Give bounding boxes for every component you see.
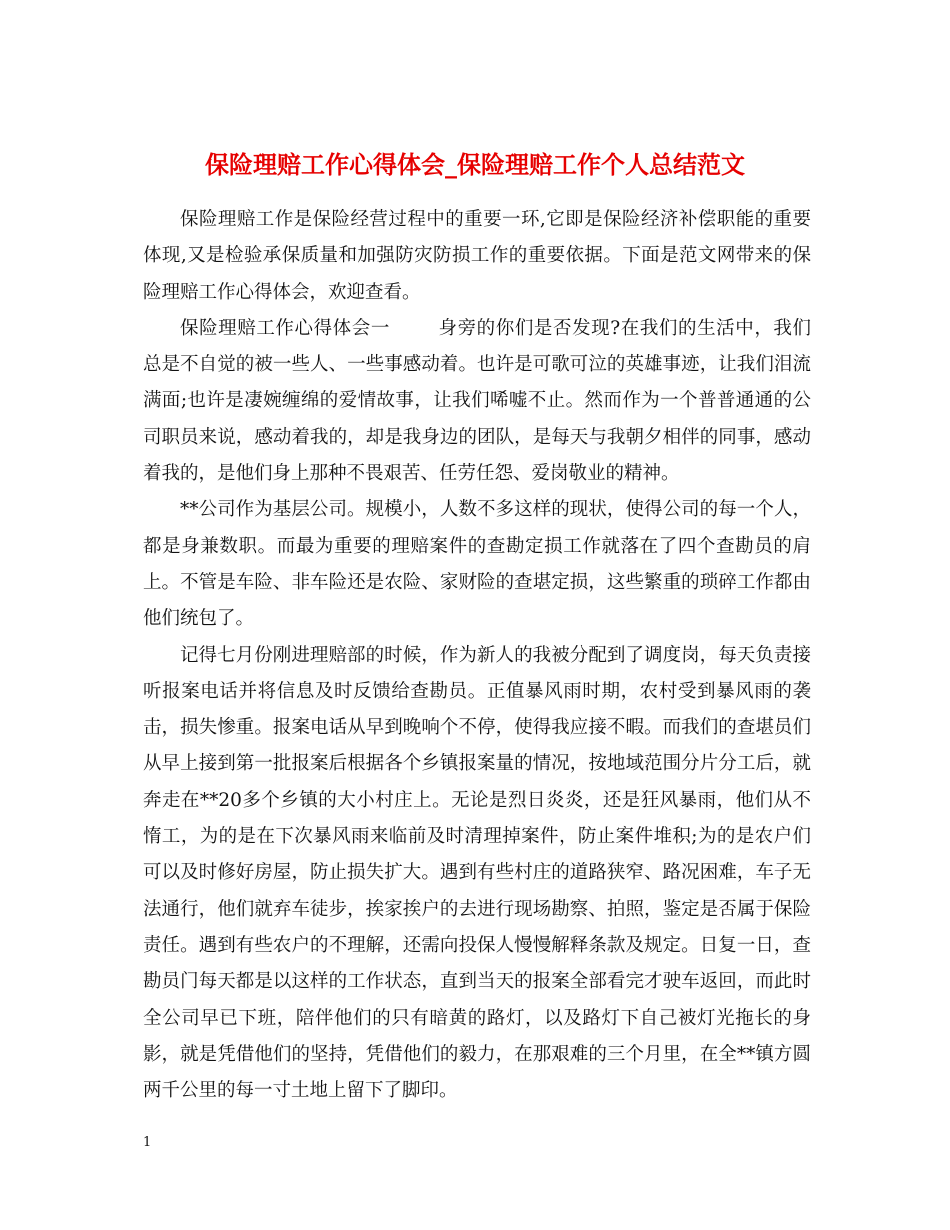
document-body <box>143 202 811 1109</box>
section-continuation: 是不自觉的被一些人、一些事感动着。也许是可歌可泣的英雄事迹，让我们泪流满面;也许是凄婉缠绵的爱情故事，让我们唏嘘不止。然而作为一个普普通通的公司职员来说，感动着我的，却是我身边的团队，是每天与我朝夕相伴的同事，感动着我的，是他们身上那种不畏艰苦、任劳任怨、爱岗敬业的精神。 <box>143 354 811 485</box>
section-opening: 身旁的你们是否发现?在我们的生活中，我们总 <box>143 317 811 376</box>
paragraph-heading-one <box>143 311 811 492</box>
section-heading: 保险理赔工作心得体会一 <box>180 317 390 339</box>
paragraph-intro: 保险理赔工作是保险经营过程中的重要一环,它即是保险经济补偿职能的重要体现,又是检验承保质量和加强防灾防损工作的重要依据。下面是范文网带来的保险理赔工作心得体会，欢迎查看。 <box>143 209 811 303</box>
page-number: 1 <box>143 1135 152 1150</box>
document-title: 保险理赔工作心得体会_保险理赔工作个人总结范文 <box>205 150 745 180</box>
paragraph-july: 记得七月份刚进理赔部的时候，作为新人的我被分配到了调度岗，每天负责接听报案电话并将信息及时反馈给查勘员。正值暴风雨时期，农村受到暴风雨的袭击，损失惨重。报案电话从早到晚响个不停，使得我应接不暇。而我们的查堪员们从早上接到第一批报案后根据各个乡镇报案量的情况，按地域范围分片分工后，就奔走在**20多个乡镇的大小村庄上。无论是烈日炎炎，还是狂风暴雨，他们从不惰工，为的是在下次暴风雨来临前及时清理掉案件，防止案件堆积;为的是农户们可以及时修好房屋，防止损失扩大。遇到有些村庄的道路狭窄、路况困难，车子无法通行，他们就弃车徒步，挨家挨户的去进行现场勘察、拍照，鉴定是否属于保险责任。遇到有些农户的不理解，还需向投保人慢慢解释条款及规定。日复一日，查勘员门每天都是以这样的工作状态，直到当天的报案全部看完才驶车返回，而此时全公司早已下班，陪伴他们的只有暗黄的路灯，以及路灯下自己被灯光拖长的身影，就是凭借他们的坚持，凭借他们的毅力，在那艰难的三个月里，在全**镇方圆两千公里的每一寸土地上留下了脚印。 <box>143 644 811 1102</box>
paragraph-company: **公司作为基层公司。规模小，人数不多这样的现状，使得公司的每一个人，都是身兼数职。而最为重要的理赔案件的查勘定损工作就落在了四个查勘员的肩上。不管是车险、非车险还是农险、家财险的查堪定损，这些繁重的琐碎工作都由他们统包了。 <box>143 499 811 630</box>
